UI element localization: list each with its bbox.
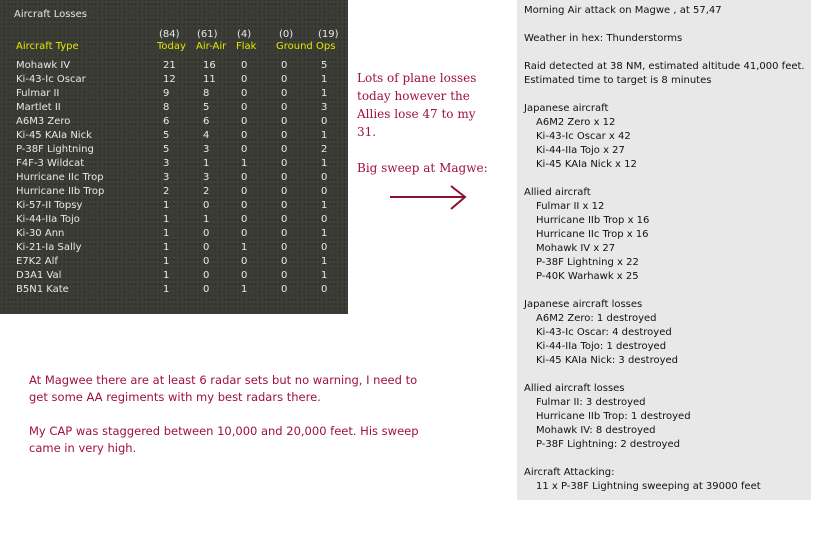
cell-ground: 0 bbox=[281, 74, 288, 85]
report-line: Allied aircraft bbox=[524, 187, 591, 198]
cell-ground: 0 bbox=[281, 60, 288, 71]
cell-type: Hurricane IIc Trop bbox=[16, 172, 104, 183]
table-row bbox=[0, 129, 348, 143]
cell-today: 2 bbox=[163, 186, 170, 197]
col-header-flak[interactable]: Flak bbox=[236, 41, 257, 52]
report-line: Aircraft Attacking: bbox=[524, 467, 615, 478]
col-header-type[interactable]: Aircraft Type bbox=[16, 41, 79, 52]
report-detail-line: A6M2 Zero x 12 bbox=[536, 117, 616, 128]
cell-type: B5N1 Kate bbox=[16, 284, 69, 295]
cell-ground: 0 bbox=[281, 130, 288, 141]
cell-ops: 0 bbox=[321, 186, 328, 197]
cell-today: 1 bbox=[163, 242, 170, 253]
cell-ops: 1 bbox=[321, 256, 328, 267]
total-air-air: (61) bbox=[197, 29, 218, 40]
table-row bbox=[0, 87, 348, 101]
cell-ground: 0 bbox=[281, 186, 288, 197]
cell-ops: 2 bbox=[321, 144, 328, 155]
cell-ground: 0 bbox=[281, 116, 288, 127]
cell-ops: 0 bbox=[321, 172, 328, 183]
report-detail-line: P-40K Warhawk x 25 bbox=[536, 271, 639, 282]
cell-ops: 1 bbox=[321, 74, 328, 85]
cell-type: D3A1 Val bbox=[16, 270, 62, 281]
cell-ground: 0 bbox=[281, 270, 288, 281]
cell-type: F4F-3 Wildcat bbox=[16, 158, 85, 169]
table-row bbox=[0, 213, 348, 227]
cell-ground: 0 bbox=[281, 200, 288, 211]
report-detail-line: Ki-44-IIa Tojo x 27 bbox=[536, 145, 625, 156]
cell-air-air: 6 bbox=[203, 116, 210, 127]
report-line: Allied aircraft losses bbox=[524, 383, 625, 394]
cell-ground: 0 bbox=[281, 284, 288, 295]
losses-note-line: Lots of plane losses bbox=[357, 71, 477, 85]
report-detail-line: Ki-44-IIa Tojo: 1 destroyed bbox=[536, 341, 667, 352]
cell-flak: 1 bbox=[241, 284, 248, 295]
cell-air-air: 3 bbox=[203, 144, 210, 155]
cell-air-air: 16 bbox=[203, 60, 216, 71]
cell-flak: 0 bbox=[241, 116, 248, 127]
cell-today: 1 bbox=[163, 200, 170, 211]
cell-flak: 0 bbox=[241, 200, 248, 211]
report-detail-line: P-38F Lightning: 2 destroyed bbox=[536, 439, 680, 450]
table-row bbox=[0, 269, 348, 283]
cell-flak: 0 bbox=[241, 60, 248, 71]
cell-air-air: 8 bbox=[203, 88, 210, 99]
cell-today: 8 bbox=[163, 102, 170, 113]
losses-note-line: Allies lose 47 to my bbox=[357, 107, 476, 121]
table-row bbox=[0, 143, 348, 157]
report-detail-line: A6M2 Zero: 1 destroyed bbox=[536, 313, 657, 324]
cell-ops: 0 bbox=[321, 214, 328, 225]
losses-note bbox=[357, 69, 476, 141]
cell-ops: 1 bbox=[321, 158, 328, 169]
cell-air-air: 1 bbox=[203, 158, 210, 169]
table-row bbox=[0, 185, 348, 199]
cell-air-air: 11 bbox=[203, 74, 216, 85]
total-today: (84) bbox=[159, 29, 180, 40]
cell-ops: 0 bbox=[321, 284, 328, 295]
cell-type: Ki-21-Ia Sally bbox=[16, 242, 82, 253]
cell-ground: 0 bbox=[281, 88, 288, 99]
report-detail-line: Fulmar II x 12 bbox=[536, 201, 605, 212]
table-row bbox=[0, 241, 348, 255]
report-line: Morning Air attack on Magwe , at 57,47 bbox=[524, 5, 722, 16]
cell-type: Mohawk IV bbox=[16, 60, 71, 71]
report-detail-line: Hurricane IIb Trop x 16 bbox=[536, 215, 650, 226]
cell-ops: 1 bbox=[321, 228, 328, 239]
cell-type: Hurricane IIb Trop bbox=[16, 186, 105, 197]
total-flak: (4) bbox=[237, 29, 252, 40]
table-row bbox=[0, 255, 348, 269]
sweep-note: Big sweep at Magwe: bbox=[357, 161, 488, 175]
cell-ops: 1 bbox=[321, 200, 328, 211]
bottom-note bbox=[29, 372, 429, 457]
cell-ground: 0 bbox=[281, 242, 288, 253]
col-header-ops[interactable]: Ops bbox=[316, 41, 336, 52]
total-ground: (0) bbox=[279, 29, 294, 40]
cell-today: 5 bbox=[163, 144, 170, 155]
cell-ground: 0 bbox=[281, 158, 288, 169]
cell-ground: 0 bbox=[281, 172, 288, 183]
cell-air-air: 0 bbox=[203, 256, 210, 267]
total-ops: (19) bbox=[318, 29, 339, 40]
cell-ops: 1 bbox=[321, 88, 328, 99]
cell-air-air: 0 bbox=[203, 242, 210, 253]
cell-ops: 0 bbox=[321, 242, 328, 253]
table-row bbox=[0, 283, 348, 297]
report-line: Japanese aircraft bbox=[524, 103, 609, 114]
report-line: Estimated time to target is 8 minutes bbox=[524, 75, 712, 86]
cell-type: E7K2 Alf bbox=[16, 256, 58, 267]
cell-type: Ki-45 KAIa Nick bbox=[16, 130, 92, 141]
cell-today: 1 bbox=[163, 270, 170, 281]
cell-ground: 0 bbox=[281, 144, 288, 155]
report-detail-line: Fulmar II: 3 destroyed bbox=[536, 397, 646, 408]
cell-type: Fulmar II bbox=[16, 88, 60, 99]
cell-flak: 0 bbox=[241, 74, 248, 85]
cell-ground: 0 bbox=[281, 214, 288, 225]
table-row bbox=[0, 101, 348, 115]
report-detail-line: Ki-45 KAIa Nick x 12 bbox=[536, 159, 637, 170]
cell-today: 1 bbox=[163, 284, 170, 295]
report-detail-line: Mohawk IV x 27 bbox=[536, 243, 616, 254]
cell-today: 9 bbox=[163, 88, 170, 99]
cell-type: Ki-43-Ic Oscar bbox=[16, 74, 86, 85]
col-header-air-air[interactable]: Air-Air bbox=[196, 41, 227, 52]
col-header-today[interactable]: Today bbox=[157, 41, 186, 52]
combat-report-panel bbox=[517, 0, 811, 500]
cell-flak: 1 bbox=[241, 158, 248, 169]
cell-flak: 1 bbox=[241, 242, 248, 253]
cell-ops: 1 bbox=[321, 130, 328, 141]
cell-today: 12 bbox=[163, 74, 176, 85]
cell-today: 1 bbox=[163, 228, 170, 239]
cell-flak: 0 bbox=[241, 270, 248, 281]
right-arrow-icon bbox=[388, 183, 470, 213]
cell-type: Ki-30 Ann bbox=[16, 228, 65, 239]
cell-ground: 0 bbox=[281, 102, 288, 113]
report-detail-line: Hurricane IIb Trop: 1 destroyed bbox=[536, 411, 691, 422]
cell-type: Martlet II bbox=[16, 102, 61, 113]
cell-ops: 1 bbox=[321, 270, 328, 281]
col-header-ground[interactable]: Ground bbox=[276, 41, 313, 52]
cell-air-air: 0 bbox=[203, 200, 210, 211]
cell-today: 21 bbox=[163, 60, 176, 71]
cell-air-air: 1 bbox=[203, 214, 210, 225]
cell-today: 1 bbox=[163, 214, 170, 225]
cell-today: 6 bbox=[163, 116, 170, 127]
cell-flak: 0 bbox=[241, 228, 248, 239]
table-row bbox=[0, 171, 348, 185]
cell-ops: 5 bbox=[321, 60, 328, 71]
cell-ground: 0 bbox=[281, 228, 288, 239]
table-row bbox=[0, 227, 348, 241]
cell-flak: 0 bbox=[241, 102, 248, 113]
cell-air-air: 4 bbox=[203, 130, 210, 141]
cell-flak: 0 bbox=[241, 172, 248, 183]
cell-air-air: 3 bbox=[203, 172, 210, 183]
report-detail-line: Ki-43-Ic Oscar x 42 bbox=[536, 131, 631, 142]
losses-note-line: today however the bbox=[357, 89, 470, 103]
cell-flak: 0 bbox=[241, 186, 248, 197]
cell-air-air: 2 bbox=[203, 186, 210, 197]
report-detail-line: P-38F Lightning x 22 bbox=[536, 257, 639, 268]
cell-ops: 3 bbox=[321, 102, 328, 113]
cell-today: 3 bbox=[163, 158, 170, 169]
cell-ground: 0 bbox=[281, 256, 288, 267]
cell-type: P-38F Lightning bbox=[16, 144, 94, 155]
table-row bbox=[0, 73, 348, 87]
cap-note: My CAP was staggered between 10,000 and 20,000 feet. His sweep came in very high. bbox=[29, 424, 419, 455]
table-row bbox=[0, 199, 348, 213]
table-row bbox=[0, 157, 348, 171]
cell-air-air: 0 bbox=[203, 284, 210, 295]
report-line: Raid detected at 38 NM, estimated altitude 41,000 feet. bbox=[524, 61, 805, 72]
radar-note: At Magwee there are at least 6 radar sets but no warning, I need to get some AA regiments with my best radars there. bbox=[29, 373, 418, 404]
cell-air-air: 5 bbox=[203, 102, 210, 113]
losses-note-line: 31. bbox=[357, 125, 377, 139]
report-detail-line: Ki-43-Ic Oscar: 4 destroyed bbox=[536, 327, 672, 338]
cell-type: Ki-57-II Topsy bbox=[16, 200, 83, 211]
table-row bbox=[0, 59, 348, 73]
report-line: Japanese aircraft losses bbox=[524, 299, 643, 310]
cell-type: Ki-44-IIa Tojo bbox=[16, 214, 80, 225]
cell-type: A6M3 Zero bbox=[16, 116, 71, 127]
aircraft-losses-panel bbox=[0, 0, 348, 314]
cell-flak: 0 bbox=[241, 144, 248, 155]
report-detail-line: Hurricane IIc Trop x 16 bbox=[536, 229, 649, 240]
table-row bbox=[0, 115, 348, 129]
report-detail-line: Ki-45 KAIa Nick: 3 destroyed bbox=[536, 355, 679, 366]
panel-title: Aircraft Losses bbox=[14, 9, 87, 20]
cell-air-air: 0 bbox=[203, 270, 210, 281]
report-line: Weather in hex: Thunderstorms bbox=[524, 33, 683, 44]
report-detail-line: 11 x P-38F Lightning sweeping at 39000 feet bbox=[536, 481, 761, 492]
cell-today: 1 bbox=[163, 256, 170, 267]
cell-flak: 0 bbox=[241, 256, 248, 267]
cell-ops: 0 bbox=[321, 116, 328, 127]
cell-air-air: 0 bbox=[203, 228, 210, 239]
report-detail-line: Mohawk IV: 8 destroyed bbox=[536, 425, 656, 436]
cell-today: 3 bbox=[163, 172, 170, 183]
cell-flak: 0 bbox=[241, 88, 248, 99]
cell-today: 5 bbox=[163, 130, 170, 141]
cell-flak: 0 bbox=[241, 214, 248, 225]
cell-flak: 0 bbox=[241, 130, 248, 141]
